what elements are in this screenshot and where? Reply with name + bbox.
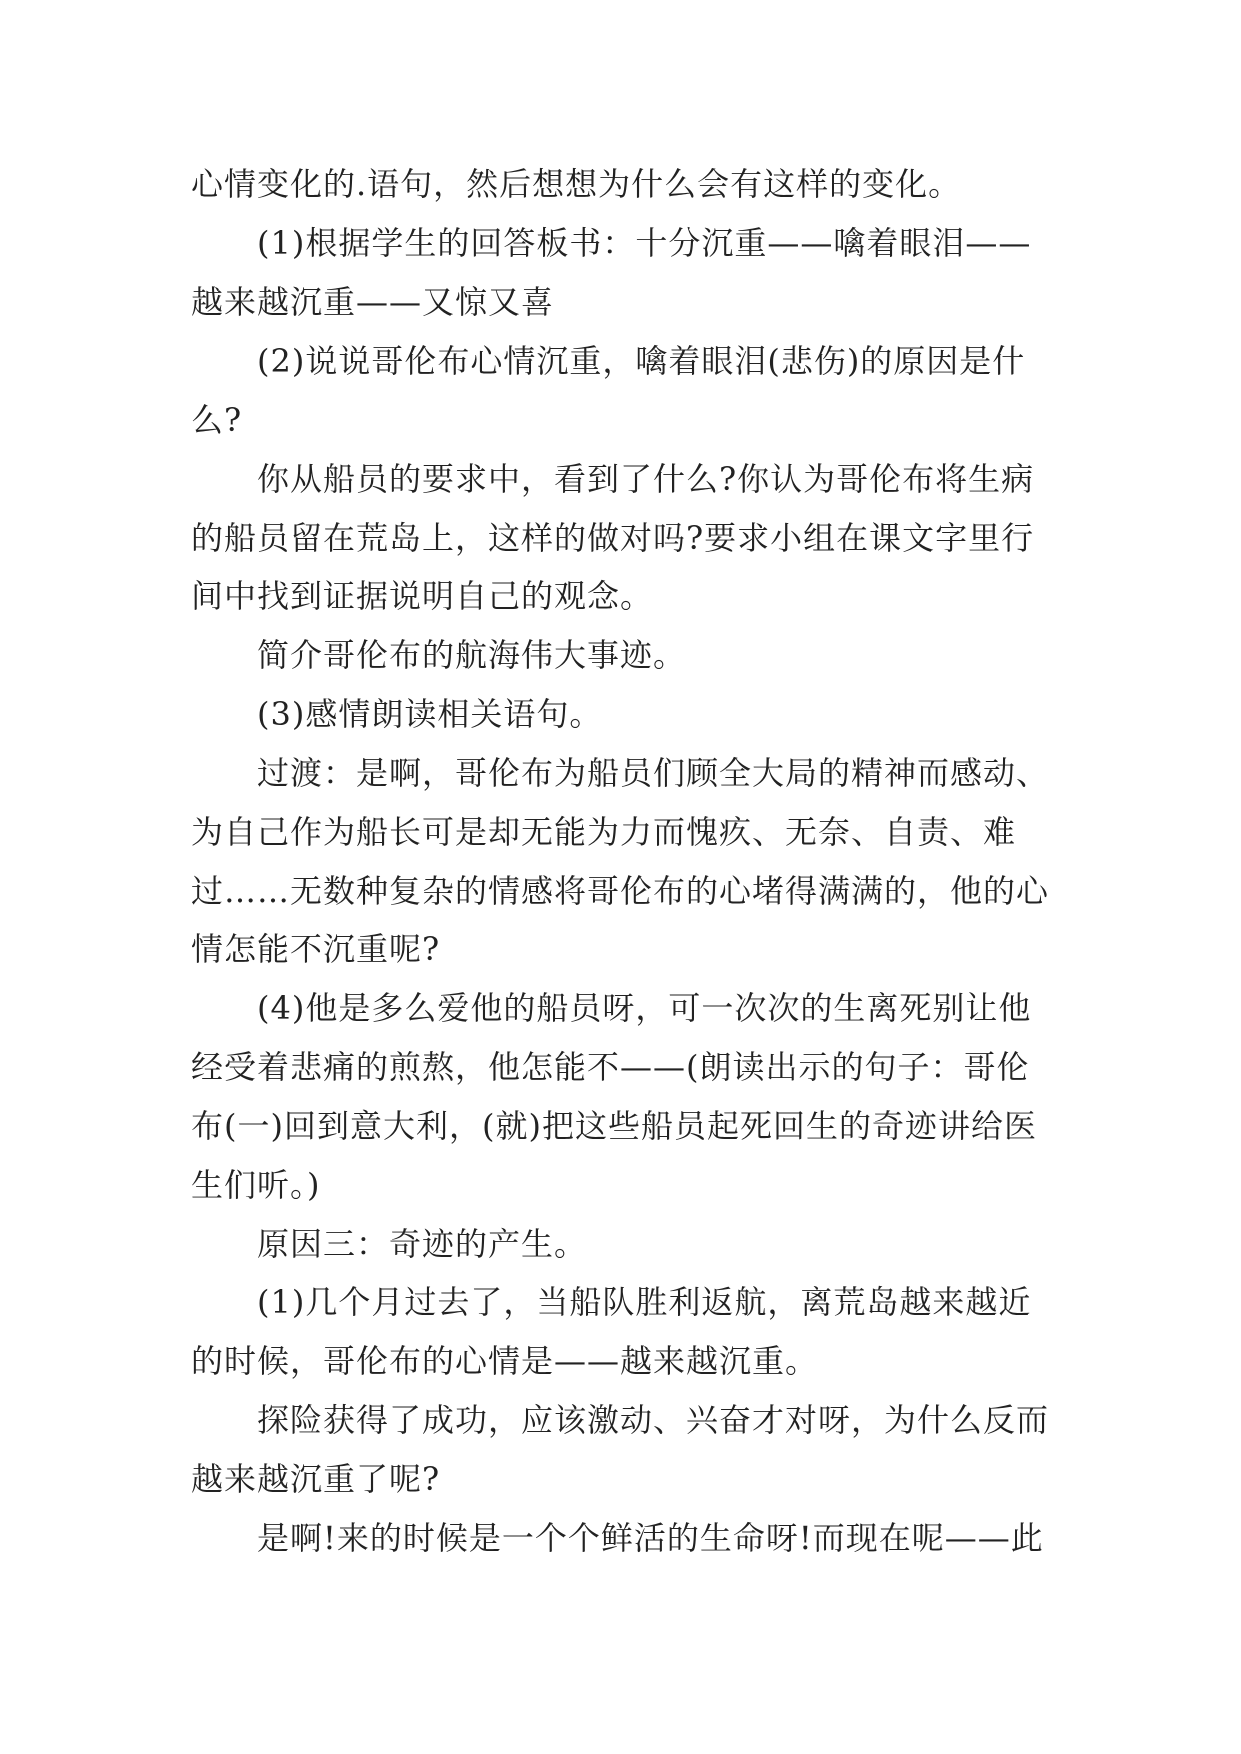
text-line: 的船员留在荒岛上，这样的做对吗?要求小组在课文字里行: [191, 519, 1035, 557]
text-line: 么?: [191, 401, 243, 439]
text-line: (3)感情朗读相关语句。: [257, 695, 603, 733]
text-line: (1)几个月过去了，当船队胜利返航，离荒岛越来越近: [257, 1283, 1032, 1321]
text-line: 情怎能不沉重呢?: [191, 930, 441, 968]
text-line: (1)根据学生的回答板书：十分沉重——噙着眼泪——: [257, 224, 1032, 262]
text-line: 心情变化的.语句，然后想想为什么会有这样的变化。: [191, 165, 962, 203]
text-line: (2)说说哥伦布心情沉重，噙着眼泪(悲伤)的原因是什: [257, 342, 1026, 380]
text-line: 简介哥伦布的航海伟大事迹。: [257, 636, 687, 674]
text-line: 原因三：奇迹的产生。: [257, 1225, 588, 1263]
text-line: (4)他是多么爱他的船员呀，可一次次的生离死别让他: [257, 989, 1032, 1027]
text-line: 为自己作为船长可是却无能为力而愧疚、无奈、自责、难: [191, 813, 1017, 851]
text-line: 是啊!来的时候是一个个鲜活的生命呀!而现在呢——此: [257, 1519, 1044, 1557]
text-line: 过……无数种复杂的情感将哥伦布的心堵得满满的，他的心: [191, 872, 1050, 910]
text-line: 越来越沉重——又惊又喜: [191, 283, 555, 321]
text-line: 过渡：是啊，哥伦布为船员们顾全大局的精神而感动、: [257, 754, 1050, 792]
text-line: 生们听。): [191, 1166, 321, 1204]
text-line: 间中找到证据说明自己的观念。: [191, 577, 654, 615]
text-line: 越来越沉重了呢?: [191, 1460, 441, 1498]
text-line: 探险获得了成功，应该激动、兴奋才对呀，为什么反而: [257, 1401, 1050, 1439]
text-line: 你从船员的要求中，看到了什么?你认为哥伦布将生病: [257, 460, 1035, 498]
text-line: 经受着悲痛的煎熬，他怎能不——(朗读出示的句子：哥伦: [191, 1048, 1030, 1086]
text-line: 的时候，哥伦布的心情是——越来越沉重。: [191, 1342, 819, 1380]
text-line: 布(一)回到意大利，(就)把这些船员起死回生的奇迹讲给医: [191, 1107, 1037, 1145]
